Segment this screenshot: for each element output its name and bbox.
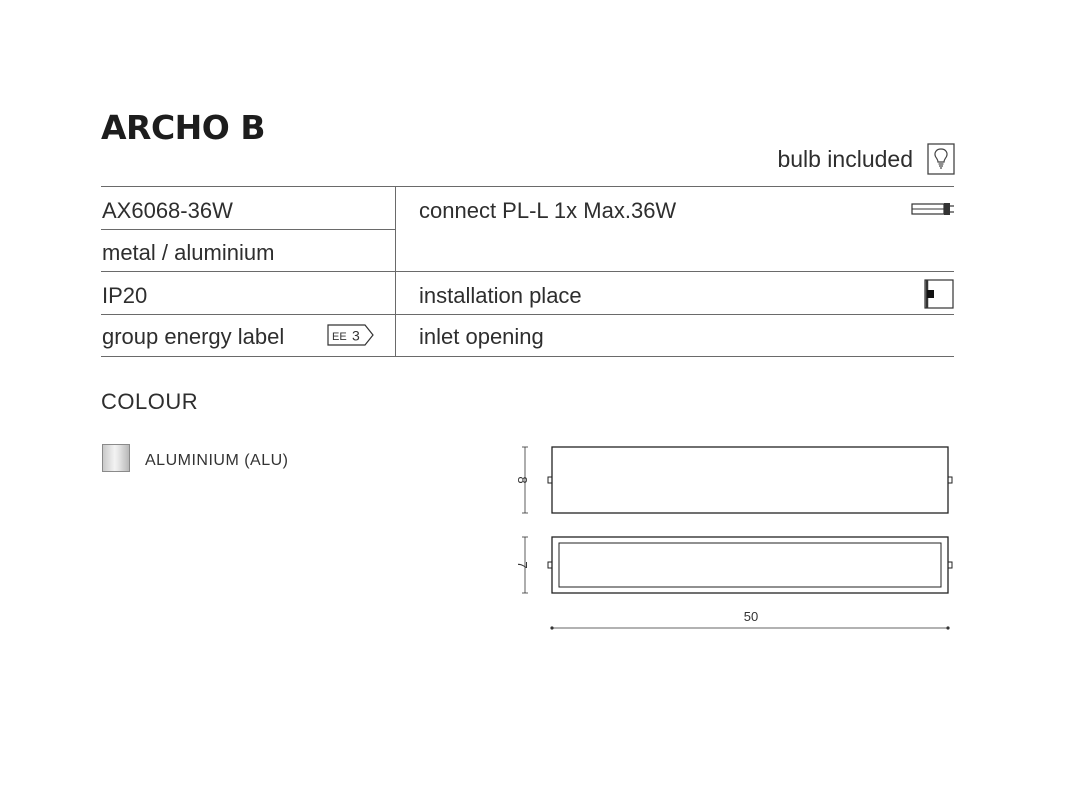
- dimension-drawing: [500, 440, 960, 635]
- energy-class-prefix: EE: [332, 331, 347, 343]
- bulb-icon: [927, 143, 955, 175]
- bulb-included-label: bulb included: [777, 145, 913, 172]
- colour-label: ALUMINIUM (ALU): [145, 452, 289, 469]
- table-divider: [101, 314, 954, 315]
- table-column-divider: [395, 186, 396, 357]
- inlet-opening: inlet opening: [419, 324, 544, 349]
- height-dimension-top: [515, 447, 530, 513]
- table-divider: [101, 186, 954, 187]
- bulb-included-row: [777, 143, 955, 175]
- aluminium-swatch: [102, 444, 130, 472]
- material: metal / aluminium: [102, 240, 275, 265]
- connect-spec: connect PL-L 1x Max.36W: [419, 198, 677, 223]
- table-divider: [101, 229, 395, 230]
- product-code: AX6068-36W: [102, 198, 233, 223]
- energy-class-badge: [327, 324, 375, 346]
- height-dimension-bottom: [515, 537, 530, 593]
- wall-mount-icon: [924, 279, 954, 309]
- product-title: ARCHO B: [101, 108, 265, 147]
- dim-height-top: 8: [515, 476, 530, 484]
- table-divider: [101, 356, 954, 357]
- front-view: [548, 447, 952, 513]
- dim-height-bottom: 7: [515, 561, 530, 569]
- energy-label-text: group energy label: [102, 324, 285, 349]
- colour-heading: COLOUR: [101, 389, 199, 414]
- energy-class-value: 3: [352, 327, 360, 344]
- pl-l-lamp-icon: [911, 201, 955, 217]
- width-dimension: [550, 609, 949, 630]
- spec-table: [101, 186, 954, 357]
- ip-rating: IP20: [102, 283, 148, 308]
- installation-place: installation place: [419, 283, 582, 308]
- dim-width: 50: [743, 609, 759, 624]
- bottom-view: [548, 537, 952, 593]
- table-divider: [101, 271, 954, 272]
